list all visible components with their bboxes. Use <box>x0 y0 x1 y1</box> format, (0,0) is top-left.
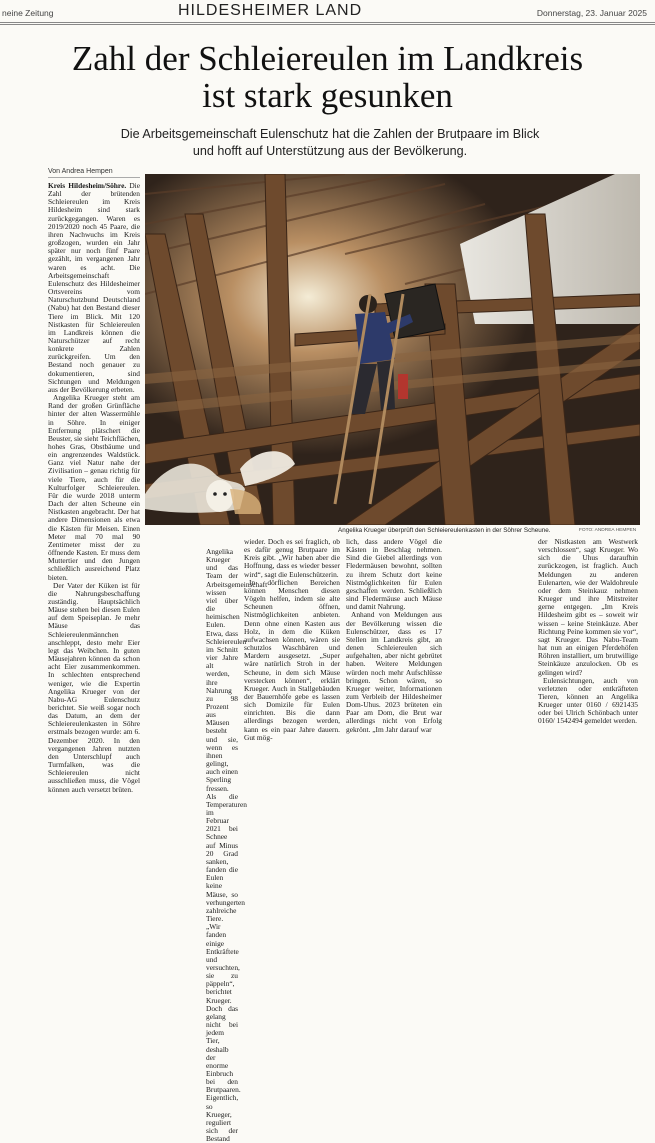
subheadline <box>60 126 600 160</box>
subheadline-line-2: und hofft auf Unterstützung aus der Bevölkerung. <box>192 144 468 158</box>
issue-date: Donnerstag, 23. Januar 2025 <box>536 8 647 18</box>
header-rule <box>0 22 655 23</box>
headline <box>0 40 655 114</box>
col3-paragraph-1: wieder. Doch es sei fraglich, ob es dafür genug Brutpaare im Kreis gibt. „Wir haben aber die Hoffnung, dass es wieder besser wird“, sagt die Eulenschützerin. <box>244 537 340 579</box>
barn-interior-photo <box>145 174 640 525</box>
column-3 <box>244 538 340 742</box>
dateline: Kreis Hildesheim/Söhre. <box>48 181 127 190</box>
byline: Von Andrea Hempen <box>48 168 113 175</box>
column-1 <box>48 182 140 794</box>
col5-paragraph-2: Eulensichtungen, auch von verletzten oder entkräfteten Tieren, können an Angelika Krueger unter 0160 / 6921435 oder bei Ulrich Schönbach unter 0160/ 1542494 gemeldet werden. <box>538 675 638 726</box>
col1-paragraph-2: Angelika Krueger steht am Rand der großen Grünfläche hinter der alten Wassermühle in Söhre. In einiger Entfernung plätschert die Beuster, sie sieht Teichflächen, hohes Gras, Obstbäume und ein angrenzendes Waldstück. Ganz viel Natur nahe der Zivilisation – genau richtig für viele Tiere, auch für die Kulturfolger Schleiereulen. Für die wurde 2018 unterm Dach der alten Scheune ein Nistkasten angebracht. Der hat andere Dimensionen als etwa die Kästen für Meisen. Einen Meter mal 70 mal 90 Zentimeter misst der zu öffnende Kasten. Er muss dem Muttertier und den Jungen schließlich ausreichend Platz bieten. <box>48 393 140 582</box>
headline-line-2: ist stark gesunken <box>202 76 453 115</box>
col1-paragraph-1: Die Zahl der brütenden Schleiereulen im Kreis Hildesheim sind stark zurückgegangen. Waren es 2019/2020 noch 45 Paare, die ihren Nachwuchs im Kreis großzogen, wurden ein Jahr später nur noch fünf Paare gezählt, im vergangenen Jahr waren es acht. Die Arbeitsgemeinschaft Eulenschutz des Hildesheimer Ortsvereins vom Naturschutzbund Deutschland (Nabu) hat den Bestand dieser Tiere im Blick. Mit 120 Nistkasten für Schleiereulen im Landkreis können die Naturschützer auf recht konkrete Zahlen zurückgreifen. Um den Bestand noch genauer zu dokumentieren, sind Sichtungen und Meldungen aus der Bevölkerung erbeten. <box>48 181 140 394</box>
column-2 <box>148 547 268 1143</box>
headline-line-1: Zahl der Schleiereulen im Landkreis <box>71 39 584 78</box>
article-photo <box>145 174 640 525</box>
col4-paragraph-1: lich, dass andere Vögel die Kästen in Beschlag nehmen. Sind die Giebel allerdings von Fledermäusen bewohnt, sollten zu ihrem Schutz dort keine Nistmöglichkeiten für Eulen geschaffen werden. Schließlich sind Fledermäuse auch Mäuse und damit Nahrung. <box>346 537 442 612</box>
photo-caption: Angelika Krueger überprüft den Schleiereulenkasten in der Söhrer Scheune. <box>338 527 551 534</box>
photo-credit: FOTO: ANDREA HEMPEN <box>579 528 637 533</box>
page-header <box>0 0 655 22</box>
section-title: HILDESHEIMER LAND <box>178 2 363 19</box>
col5-paragraph-1: der Nistkasten am Westwerk verschlossen“, sagt Krueger. Wo sich die Uhus daraufhin zurückzogen, ist fraglich. Auch Meldungen zu anderen Eulenarten, wie der Waldohreule oder dem Steinkauz nehmen Krueger und ihre Mitstreiter gerne entgegen. „Im Kreis Hildesheim gibt es – soweit wir wissen – keine Steinkäuze. Aber Richtung Peine kommen sie vor“, sagt Krueger. Das Nabu-Team hat nun an einigen Pferdehöfen Röhren installiert, um brutwillige Steinkäuze anzulocken. Ob es gelingen wird? <box>538 537 638 677</box>
col4-paragraph-2: Anhand von Meldungen aus der Bevölkerung wissen die Eulenschützer, dass es 17 Stellen im Landkreis gibt, an denen Schleiereulen sich aufgehalten, aber nicht gebrütet haben. Weitere Meldungen würden noch mehr Aufschlüsse bringen. Schon wären, so Krueger weiter, Informationen zum Verbleib der Hildesheimer Dom-Uhus. 2023 brüteten ein Paar am Dom, die Brut war allerdings nicht von Erfolg gekrönt. „Im Jahr darauf war <box>346 610 442 734</box>
col1-paragraph-3: Der Vater der Küken ist für die Nahrungsbeschaffung zuständig. Hauptsächlich Mäuse stehen bei diesen Eulen auf dem Speiseplan. Je mehr Mäuse das Schleiereulenmännchen anschleppt, desto mehr Eier legt das Weibchen. In guten Mäusejahren können da schon acht Eier zusammenkommen. In schlechten entsprechend weniger, wie die Expertin Angelika Krueger von der Nabu-AG Eulenschutz berichtet. Sie weiß sogar noch das Datum, an dem der Schleiereulenkasten in Söhre erstmals bezogen wurde: am 6. Dezember 2020. In den vergangenen Jahren nutzten den Unterschlupf auch Turmfalken, was die Schleiereulen nicht ausschließen muss, die Vögel können auch versetzt brüten. <box>48 580 140 794</box>
column-4 <box>346 538 442 734</box>
byline-rule <box>48 177 140 178</box>
column-5 <box>538 538 638 726</box>
col2-paragraph-1: Angelika Krueger und das Team der Arbeitsgemeinschaft wissen viel über die heimischen Eulen. Etwa, dass Schleiereulen im Schnitt vier Jahre alt werden, ihre Nahrung zu 98 Prozent aus Mäusen besteht und sie, wenn es ihnen gelingt, auch einen Sperling fressen. Als die Temperaturen im Februar 2021 bei Schnee auf Minus 20 Grad sanken, fanden die Eulen keine Mäuse, so verhungerten zahlreiche Tiere. „Wir fanden einige Entkräftete und versuchten, sie zu päppeln“, berichtet Krueger. Doch das gelang nicht bei jedem Tier, deshalb der enorme Einbruch bei den Brutpaaren. Eigentlich, so Krueger, reguliert sich der Bestand <box>206 547 268 1143</box>
col3-paragraph-2: In dörflichen Bereichen können Menschen diesen Vögeln helfen, indem sie alte Scheunen öffnen, Nistmöglichkeiten anbieten. Denn ohne einen Kasten aus Holz, in dem die Küken aufwachsen können, wären sie schutzlos Waschbären und Mardern ausgesetzt. „Super wäre natürlich Stroh in der Scheune, in dem sich Mäuse verstecken können“, erklärt Krueger. Auch in Stallgebäuden der Bauernhöfe gebe es lassen sich Domizile für Eulen einrichten. Bis die dann allerdings bezogen werden, kann es ein paar Jahre dauern. Gut mög- <box>244 577 340 742</box>
header-rule-2 <box>0 24 655 25</box>
subheadline-line-1: Die Arbeitsgemeinschaft Eulenschutz hat die Zahlen der Brutpaare im Blick <box>120 127 540 141</box>
newspaper-name: neine Zeitung <box>2 8 54 18</box>
